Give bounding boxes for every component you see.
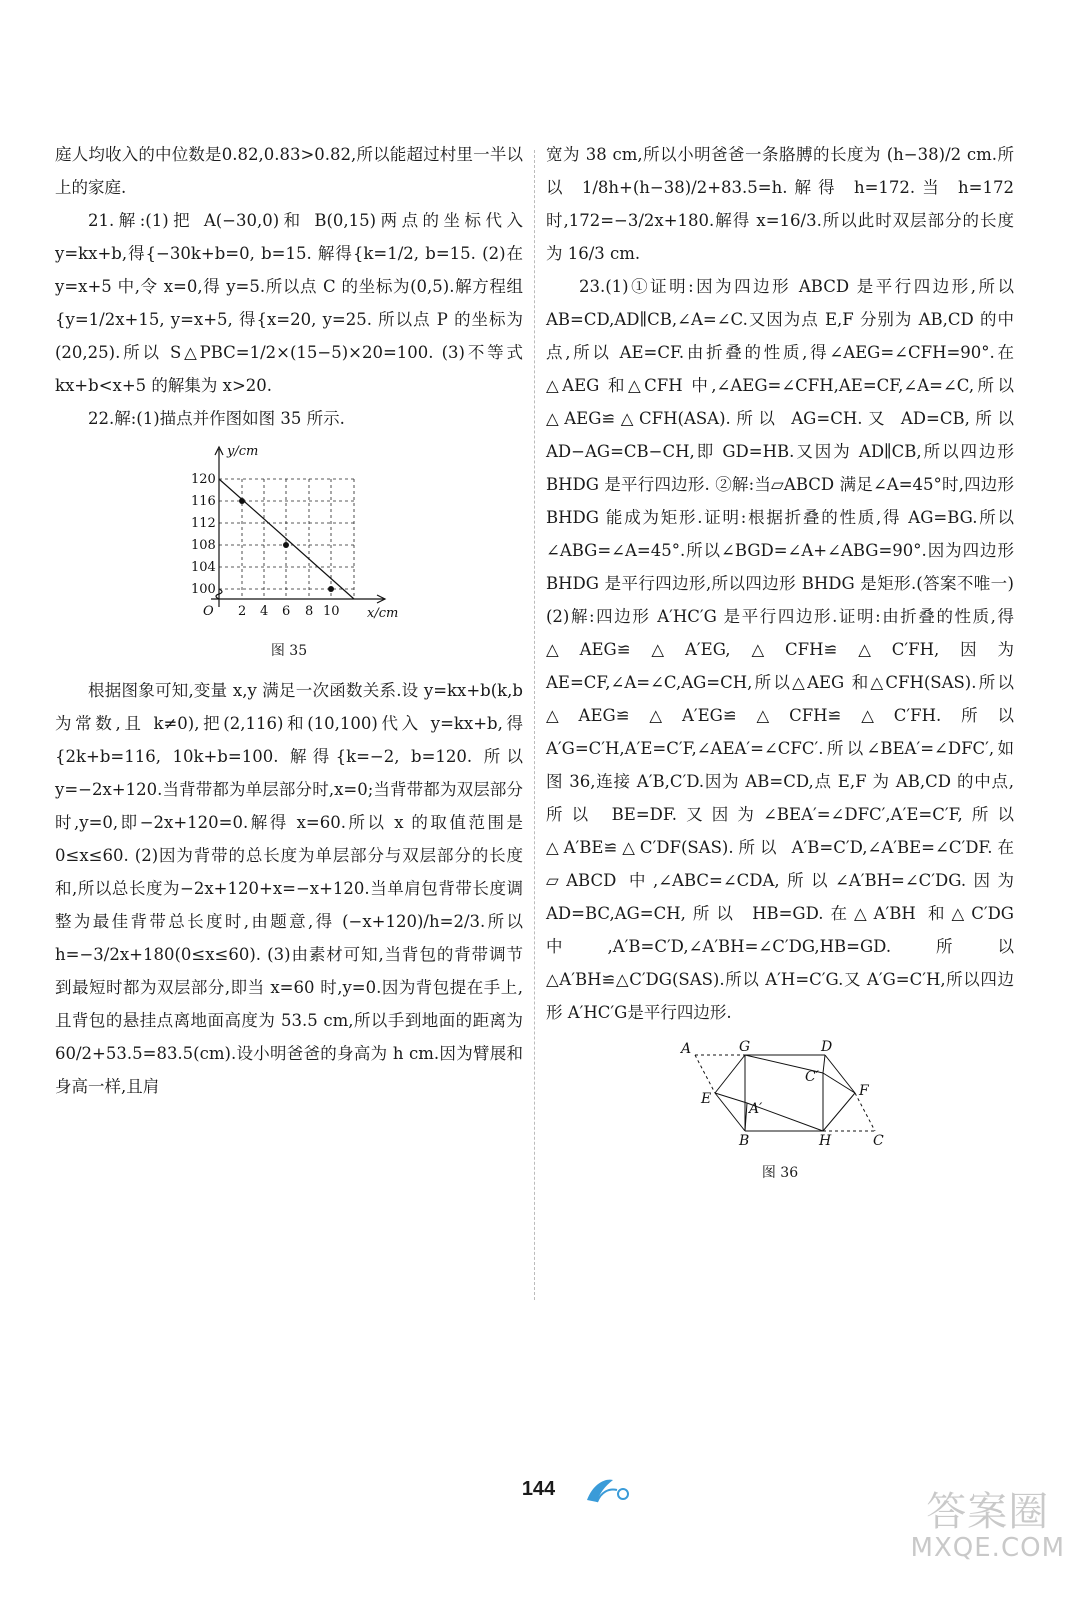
x-tick: 2 xyxy=(238,604,247,619)
label-A: A xyxy=(681,1041,692,1057)
x-axis-label: x/cm xyxy=(367,606,399,621)
figure-36-diagram xyxy=(675,1035,885,1147)
y-tick: 116 xyxy=(191,494,216,509)
page-number: 144 xyxy=(521,1478,556,1500)
label-D: D xyxy=(821,1039,833,1055)
problem-22-continued: 宽为 38 cm,所以小明爸爸一条胳膊的长度为 (h−38)/2 cm.所以 1/8h+(h−38)/2+83.5=h.解得 h=172.当 h=172 时,172=−3/2x+180.解得 x=16/3.所以此时双层部分的长度为 16/3 cm. xyxy=(546,145,1014,263)
label-C-prime: C′ xyxy=(805,1069,819,1085)
label-F: F xyxy=(859,1083,869,1099)
right-column xyxy=(546,138,1014,1196)
problem-22-intro: 22.解:(1)描点并作图如图 35 所示. xyxy=(88,409,345,428)
figure-35-caption: 图 35 xyxy=(270,643,308,659)
label-A-prime: A′ xyxy=(749,1101,763,1117)
label-H: H xyxy=(819,1133,832,1149)
y-tick: 112 xyxy=(191,516,216,531)
label-E: E xyxy=(701,1091,712,1107)
figure-36-caption: 图 36 xyxy=(761,1165,799,1181)
label-G: G xyxy=(739,1039,751,1055)
x-tick: 4 xyxy=(260,604,269,619)
x-tick: 10 xyxy=(323,604,340,619)
y-axis-label: y/cm xyxy=(227,444,259,459)
y-tick: 108 xyxy=(191,538,216,553)
problem-23: 23.(1)①证明:因为四边形 ABCD 是平行四边形,所以 AB=CD,AD∥CB,∠A=∠C.又因为点 E,F 分别为 AB,CD 的中点,所以 AE=CF.由折叠的性质,得∠AEG=∠CFH=90°.在△AEG 和△CFH 中,∠AEG=∠CFH,AE=CF,∠A=∠C,所以△AEG≌△CFH(ASA).所以 AG=CH.又 AD=CB,所以 AD−AG=CB−CH,即 GD=HB.又因为 AD∥CB,所以四边形 BHDG 是平行四边形. ②解:当▱ABCD 满足∠A=45°时,四边形 BHDG 能成为矩形.证明:根据折叠的性质,得 AG=BG.所以∠ABG=∠A=45°.所以∠BGD=∠A+∠ABG=90°.因为四边形 BHDG 是平行四边形,所以四边形 BHDG 是矩形.(答案不唯一) (2)解:四边形 A′HC′G 是平行四边形.证明:由折叠的性质,得△AEG≌△A′EG,△CFH≌△C′FH,因为 AE=CF,∠A=∠C,AG=CH,所以△AEG 和△CFH(SAS).所以△AEG≌△A′EG≌△CFH≌△C′FH.所以 A′G=C′H,A′E=C′F,∠AEA′=∠CFC′.所以∠BEA′=∠DFC′,如图 36,连接 A′B,C′D.因为 AB=CD,点 E,F 为 AB,CD 的中点,所以 BE=DF.又因为∠BEA′=∠DFC′,A′E=C′F,所以△A′BE≌△C′DF(SAS).所以 A′B=C′D,∠A′BE=∠C′DF.在▱ABCD 中,∠ABC=∠CDA,所以∠A′BH=∠C′DG.因为 AD=BC,AG=CH,所以 HB=GD.在△A′BH 和△C′DG 中,A′B=C′D,∠A′BH=∠C′DG,HB=GD.所以△A′BH≌△C′DG(SAS).所以 A′H=C′G.又 A′G=C′H,所以四边形 A′HC′G是平行四边形. xyxy=(546,277,1014,1022)
watermark xyxy=(911,1490,1065,1562)
figure-35 xyxy=(55,441,523,636)
watermark-logo: 答案圈 xyxy=(926,1489,1050,1535)
column-divider xyxy=(534,150,535,1300)
y-tick: 100 xyxy=(191,582,216,597)
y-tick: 104 xyxy=(191,560,216,575)
label-C: C xyxy=(873,1133,884,1149)
y-tick: 120 xyxy=(191,472,216,487)
problem-21: 21.解:(1)把 A(−30,0)和 B(0,15)两点的坐标代入 y=kx+b,得{−30k+b=0, b=15. 解得{k=1/2, b=15. (2)在 y=x+5 中,令 x=0,得 y=5.所以点 C 的坐标为(0,5).解方程组{y=1/2x+15, y=x+5, 得{x=20, y=25. 所以点 P 的坐标为(20,25).所以 S△PBC=1/2×(15−5)×20=100. (3)不等式 kx+b<x+5 的解集为 x>20. xyxy=(55,211,523,395)
watermark-url: MXQE.COM xyxy=(910,1533,1065,1563)
figure-35-graph xyxy=(189,441,399,625)
x-tick: 8 xyxy=(305,604,314,619)
problem-22-body: 根据图象可知,变量 x,y 满足一次函数关系.设 y=kx+b(k,b 为常数,且 k≠0),把(2,116)和(10,100)代入 y=kx+b,得{2k+b=116, 10k+b=100. 解得{k=−2, b=120. 所以 y=−2x+120.当背带都为单层部分时,x=0;当背带都为双层部分时,y=0,即−2x+120=0.解得 x=60.所以 x 的取值范围是 0≤x≤60. (2)因为背带的总长度为单层部分与双层部分的长度和,所以总长度为−2x+120+x=−x+120.当单肩包背带长度调整为最佳背带总长度时,由题意,得 (−x+120)/h=2/3.所以 h=−3/2x+180(0≤x≤60). (3)由素材可知,当背包的背带调节到最短时都为双层部分,即当 x=60 时,y=0.因为背包提在手上,且背包的悬挂点离地面高度为 53.5 cm,所以手到地面的距离为 60/2+53.5=83.5(cm).设小明爸爸的身高为 h cm.因为臂展和身高一样,且肩 xyxy=(55,681,523,1096)
paragraph: 庭人均收入的中位数是0.82,0.83>0.82,所以能超过村里一半以上的家庭. xyxy=(55,145,523,197)
leaf-logo-icon xyxy=(583,1474,631,1504)
x-tick: 6 xyxy=(282,604,291,619)
label-B: B xyxy=(739,1133,750,1149)
left-column xyxy=(55,138,523,1103)
figure-36 xyxy=(546,1035,1014,1158)
origin-label: O xyxy=(203,604,214,619)
